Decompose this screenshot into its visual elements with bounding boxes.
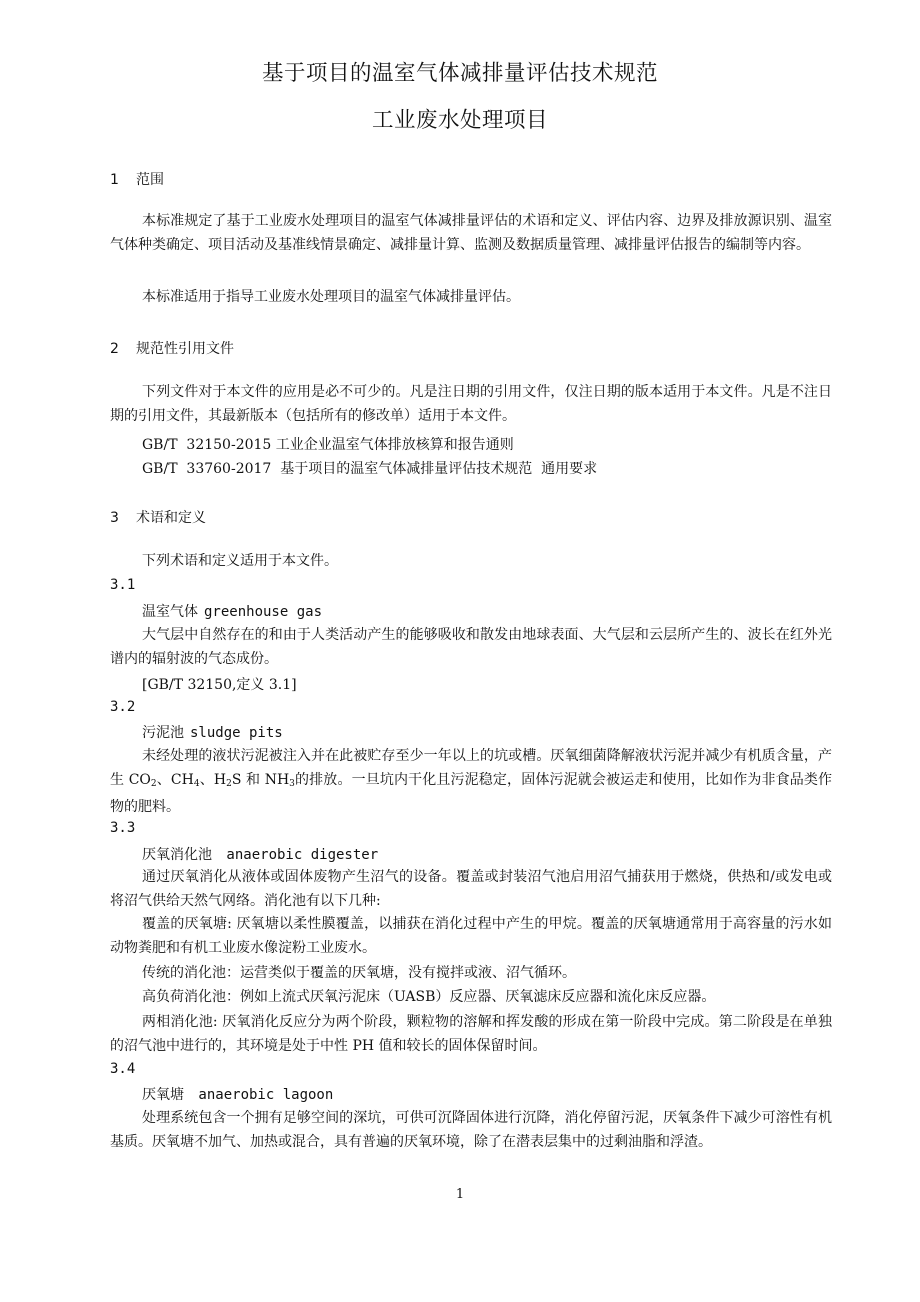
term-source: [GB/T 32150,定义 3.1] bbox=[142, 677, 297, 693]
section-number: 1 bbox=[110, 172, 119, 188]
digester-type-traditional: 传统的消化池：运营类似于覆盖的厌氧塘，没有搅拌或液、沼气循环。 bbox=[142, 965, 576, 981]
section-number: 2 bbox=[110, 341, 119, 357]
subscript: 3 bbox=[289, 778, 295, 789]
page-number: 1 bbox=[455, 1187, 465, 1202]
scope-paragraph-1: 本标准规定了基于工业废水处理项目的温室气体减排量评估的术语和定义、评估内容、边界及排放源识别、温室气体种类确定、项目活动及基准线情景确定、减排量计算、监测及数据质量管理、减排量评估报告的编制等内容。 bbox=[110, 213, 832, 253]
term-heading-sludge-pits bbox=[142, 722, 283, 742]
section-heading-normative bbox=[110, 338, 234, 358]
subscript: 4 bbox=[193, 778, 200, 789]
term-heading-greenhouse-gas bbox=[142, 601, 322, 621]
term-en: greenhouse gas bbox=[204, 604, 323, 620]
section-title: 规范性引用文件 bbox=[136, 341, 234, 357]
section-number: 3 bbox=[110, 510, 119, 526]
term-cn: 厌氧塘 bbox=[142, 1087, 184, 1103]
term-en: sludge pits bbox=[190, 725, 283, 741]
term-heading-anaerobic-digester bbox=[142, 844, 378, 864]
section-heading-terms bbox=[110, 507, 206, 527]
term-cn: 污泥池 bbox=[142, 725, 184, 741]
section-title: 范围 bbox=[136, 172, 164, 188]
normative-intro: 下列文件对于本文件的应用是必不可少的。凡是注日期的引用文件，仅注日期的版本适用于本文件。凡是不注日期的引用文件，其最新版本（包括所有的修改单）适用于本文件。 bbox=[110, 384, 832, 424]
digester-type-two-phase: 两相消化池: 厌氧消化反应分为两个阶段，颗粒物的溶解和挥发酸的形成在第一阶段中完成。第二阶段是在单独的沼气池中进行的，其环境是处于中性 PH 值和较长的固体保留时间。 bbox=[110, 1014, 832, 1054]
digester-type-covered: 覆盖的厌氧塘: 厌氧塘以柔性膜覆盖，以捕获在消化过程中产生的甲烷。覆盖的厌氧塘通常用于高容量的污水如动物粪肥和有机工业废水像淀粉工业废水。 bbox=[110, 916, 832, 956]
definition-text: 、H bbox=[199, 771, 227, 788]
term-en: anaerobic lagoon bbox=[190, 1087, 334, 1103]
term-definition bbox=[110, 745, 832, 820]
document-subtitle: 工业废水处理项目 bbox=[371, 108, 548, 133]
term-cn: 温室气体 bbox=[142, 604, 198, 620]
term-number: 3.1 bbox=[110, 577, 136, 593]
subscript: 2 bbox=[226, 778, 232, 789]
term-heading-anaerobic-lagoon bbox=[142, 1084, 333, 1104]
term-definition: 处理系统包含一个拥有足够空间的深坑，可供可沉降固体进行沉降，消化停留污泥，厌氧条件下减少可溶性有机基质。厌氧塘不加气、加热或混合，具有普遍的厌氧环境，除了在潜表层集中的过剩油脂和浮渣。 bbox=[110, 1110, 832, 1150]
definition-text: S 和 NH bbox=[231, 771, 290, 788]
term-definition: 大气层中自然存在的和由于人类活动产生的能够吸收和散发由地球表面、大气层和云层所产生的、波长在红外光谱内的辐射波的气态成份。 bbox=[110, 627, 832, 667]
term-en: anaerobic digester bbox=[218, 847, 379, 863]
scope-paragraph-2: 本标准适用于指导工业废水处理项目的温室气体减排量评估。 bbox=[142, 289, 520, 305]
term-definition: 通过厌氧消化从液体或固体废物产生沼气的设备。覆盖或封装沼气池启用沼气捕获用于燃烧，供热和/或发电或将沼气供给天然气网络。消化池有以下几种: bbox=[110, 869, 832, 909]
term-cn: 厌氧消化池 bbox=[142, 847, 212, 863]
subscript: 2 bbox=[150, 778, 157, 789]
definition-text: 的排放。一旦坑内干化且污泥稳定，固体污泥就会被运走和使用，比如作为非食品类作物的肥料。 bbox=[110, 771, 833, 815]
normative-ref-2: GB/T 33760-2017 基于项目的温室气体减排量评估技术规范 通用要求 bbox=[142, 461, 598, 477]
normative-ref-1: GB/T 32150-2015 工业企业温室气体排放核算和报告通则 bbox=[142, 437, 514, 453]
term-number: 3.2 bbox=[110, 699, 136, 715]
section-heading-scope bbox=[110, 169, 164, 189]
digester-type-high-load: 高负荷消化池：例如上流式厌氧污泥床（UASB）反应器、厌氧滤床反应器和流化床反应器。 bbox=[142, 989, 716, 1005]
terms-intro: 下列术语和定义适用于本文件。 bbox=[142, 553, 338, 569]
definition-text: 、CH bbox=[156, 771, 194, 788]
definition-text: 未经处理的液状污泥被注入并在此被贮存至少一年以上的坑或槽。厌氧细菌降解液状污泥并减少有机质含量，产生 CO bbox=[110, 748, 832, 788]
section-title: 术语和定义 bbox=[136, 510, 206, 526]
document-title: 基于项目的温室气体减排量评估技术规范 bbox=[261, 61, 658, 86]
term-number: 3.4 bbox=[110, 1061, 136, 1077]
term-number: 3.3 bbox=[110, 820, 136, 836]
